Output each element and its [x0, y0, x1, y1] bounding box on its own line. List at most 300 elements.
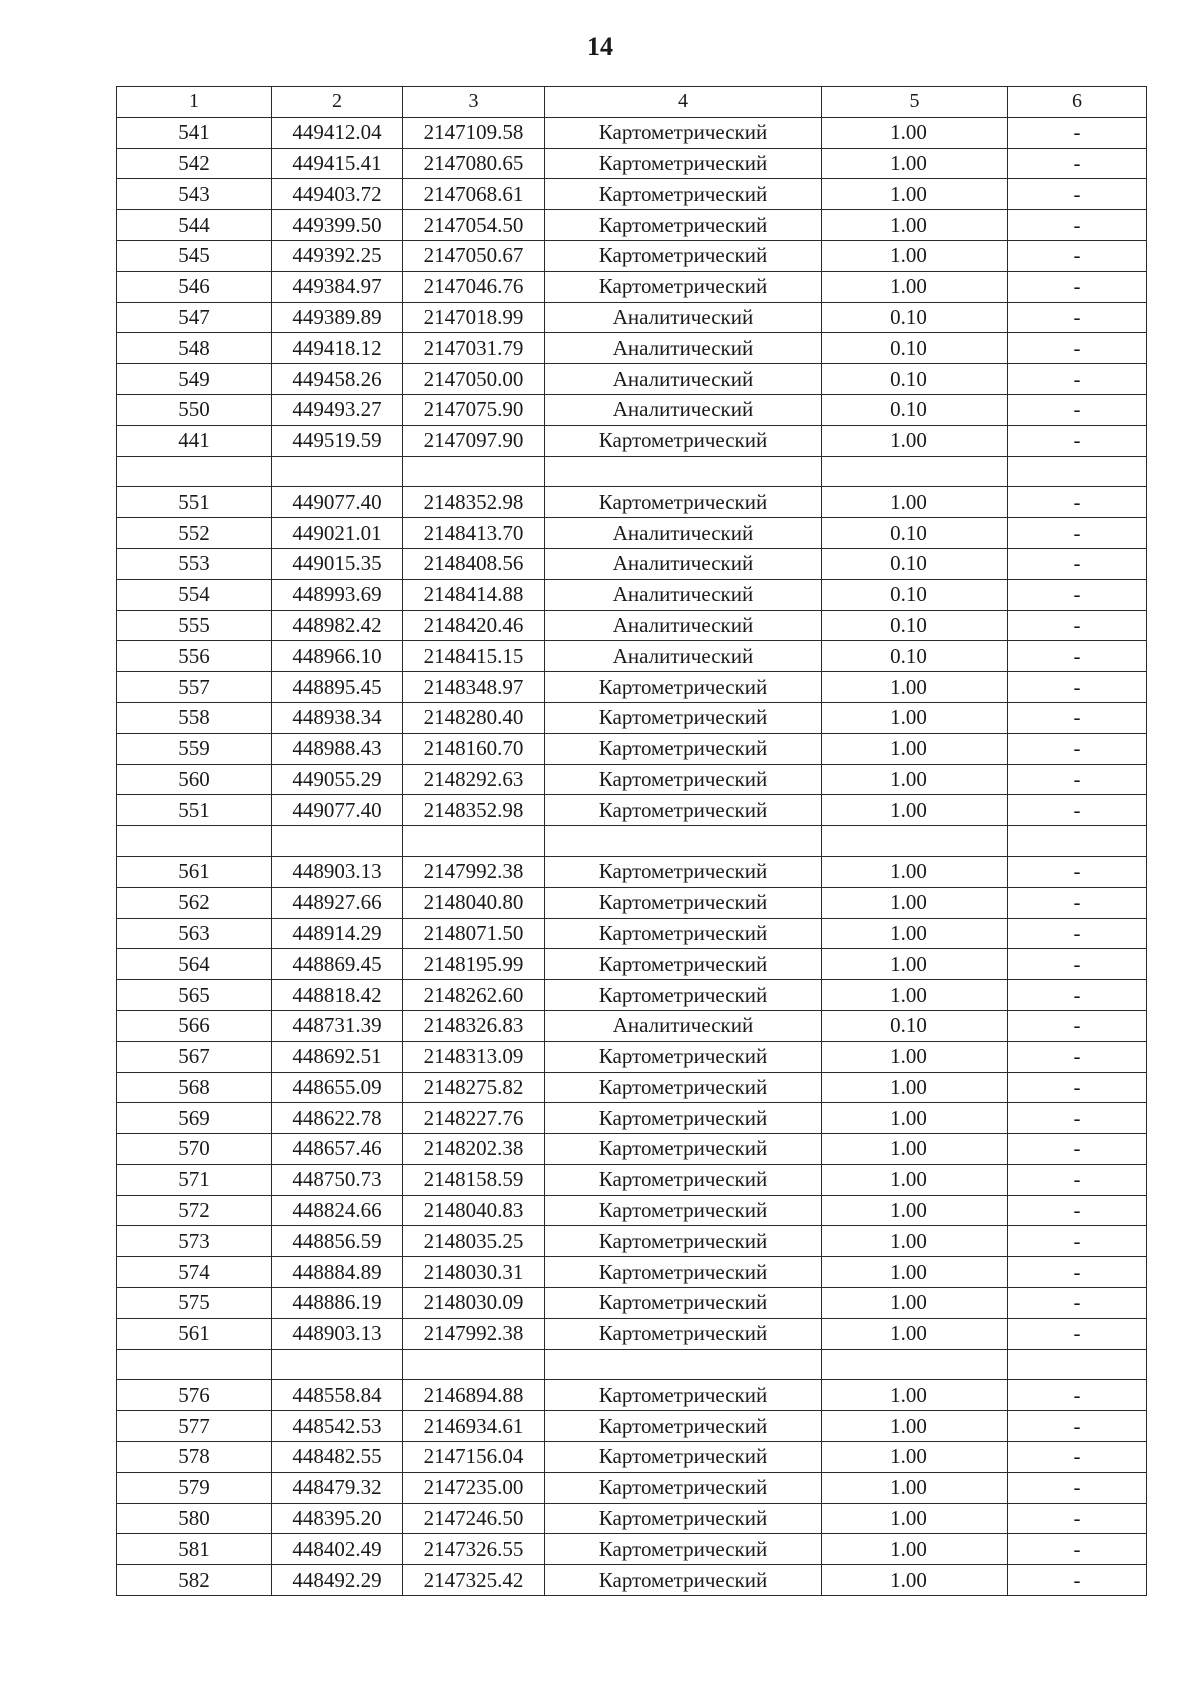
cell-accuracy: 1.00: [822, 1226, 1008, 1257]
cell-point-number: 567: [117, 1041, 272, 1072]
cell-point-number: 553: [117, 548, 272, 579]
cell-x-coordinate: 449021.01: [272, 518, 403, 549]
cell-method: Аналитический: [545, 302, 822, 333]
cell-note: -: [1008, 487, 1147, 518]
table-row: [117, 1134, 1147, 1165]
cell-note: -: [1008, 1226, 1147, 1257]
cell-point-number: 564: [117, 949, 272, 980]
table-body: [117, 87, 1147, 1596]
cell-point-number: 544: [117, 210, 272, 241]
cell-note: -: [1008, 425, 1147, 456]
cell-y-coordinate: 2148414.88: [403, 579, 545, 610]
cell-point-number: 558: [117, 702, 272, 733]
cell-point-number: 565: [117, 980, 272, 1011]
cell-method: Картометрический: [545, 179, 822, 210]
cell-y-coordinate: 2147246.50: [403, 1503, 545, 1534]
cell-method: Картометрический: [545, 1226, 822, 1257]
cell-point-number: 581: [117, 1534, 272, 1565]
cell-point-number: 547: [117, 302, 272, 333]
table-row: [117, 518, 1147, 549]
cell-x-coordinate: 448869.45: [272, 949, 403, 980]
cell-x-coordinate: 448886.19: [272, 1288, 403, 1319]
cell-method: Картометрический: [545, 1041, 822, 1072]
cell-x-coordinate: 448903.13: [272, 1318, 403, 1349]
cell-y-coordinate: [403, 1349, 545, 1380]
cell-note: -: [1008, 271, 1147, 302]
cell-note: [1008, 1349, 1147, 1380]
cell-accuracy: 1.00: [822, 672, 1008, 703]
cell-note: -: [1008, 1442, 1147, 1473]
table-row: [117, 610, 1147, 641]
cell-x-coordinate: 448622.78: [272, 1103, 403, 1134]
column-header-method: 4: [545, 87, 822, 118]
cell-x-coordinate: 449415.41: [272, 148, 403, 179]
cell-note: -: [1008, 1010, 1147, 1041]
cell-y-coordinate: 2148348.97: [403, 672, 545, 703]
cell-method: Картометрический: [545, 1472, 822, 1503]
cell-point-number: 579: [117, 1472, 272, 1503]
cell-method: Картометрический: [545, 1442, 822, 1473]
cell-point-number: 560: [117, 764, 272, 795]
cell-y-coordinate: 2147031.79: [403, 333, 545, 364]
cell-y-coordinate: 2148326.83: [403, 1010, 545, 1041]
cell-method: [545, 456, 822, 487]
coordinates-table: [116, 86, 1147, 1596]
table-row: [117, 1010, 1147, 1041]
cell-y-coordinate: 2148275.82: [403, 1072, 545, 1103]
cell-y-coordinate: 2147326.55: [403, 1534, 545, 1565]
cell-accuracy: 1.00: [822, 702, 1008, 733]
cell-accuracy: 1.00: [822, 487, 1008, 518]
table-row: [117, 1257, 1147, 1288]
cell-method: Картометрический: [545, 887, 822, 918]
cell-accuracy: 1.00: [822, 1195, 1008, 1226]
cell-x-coordinate: 449412.04: [272, 117, 403, 148]
cell-note: -: [1008, 1072, 1147, 1103]
cell-note: -: [1008, 117, 1147, 148]
cell-y-coordinate: 2148292.63: [403, 764, 545, 795]
cell-x-coordinate: 449458.26: [272, 364, 403, 395]
cell-x-coordinate: 449389.89: [272, 302, 403, 333]
cell-y-coordinate: 2148035.25: [403, 1226, 545, 1257]
cell-accuracy: 1.00: [822, 1134, 1008, 1165]
table-row: [117, 1503, 1147, 1534]
cell-point-number: [117, 456, 272, 487]
cell-note: -: [1008, 1565, 1147, 1596]
cell-x-coordinate: 448750.73: [272, 1164, 403, 1195]
cell-x-coordinate: 448558.84: [272, 1380, 403, 1411]
cell-accuracy: 1.00: [822, 240, 1008, 271]
table-row: [117, 240, 1147, 271]
cell-point-number: 551: [117, 487, 272, 518]
cell-method: Картометрический: [545, 672, 822, 703]
cell-method: Картометрический: [545, 949, 822, 980]
cell-accuracy: 0.10: [822, 518, 1008, 549]
cell-x-coordinate: 448542.53: [272, 1411, 403, 1442]
cell-x-coordinate: 448482.55: [272, 1442, 403, 1473]
cell-y-coordinate: 2148415.15: [403, 641, 545, 672]
table-row: [117, 302, 1147, 333]
table-row: [117, 1534, 1147, 1565]
cell-y-coordinate: 2148030.31: [403, 1257, 545, 1288]
cell-note: -: [1008, 1318, 1147, 1349]
cell-accuracy: 1.00: [822, 148, 1008, 179]
cell-accuracy: 0.10: [822, 394, 1008, 425]
cell-x-coordinate: 448395.20: [272, 1503, 403, 1534]
cell-note: -: [1008, 1257, 1147, 1288]
cell-note: -: [1008, 764, 1147, 795]
cell-accuracy: 1.00: [822, 1288, 1008, 1319]
table-row: [117, 148, 1147, 179]
cell-point-number: 563: [117, 918, 272, 949]
cell-note: -: [1008, 918, 1147, 949]
cell-accuracy: 1.00: [822, 1318, 1008, 1349]
cell-x-coordinate: 448402.49: [272, 1534, 403, 1565]
cell-method: Аналитический: [545, 394, 822, 425]
cell-y-coordinate: 2146934.61: [403, 1411, 545, 1442]
cell-y-coordinate: 2148202.38: [403, 1134, 545, 1165]
cell-point-number: 546: [117, 271, 272, 302]
cell-accuracy: 0.10: [822, 641, 1008, 672]
cell-method: Картометрический: [545, 240, 822, 271]
cell-point-number: 574: [117, 1257, 272, 1288]
cell-method: Аналитический: [545, 579, 822, 610]
cell-note: -: [1008, 1503, 1147, 1534]
cell-point-number: 570: [117, 1134, 272, 1165]
cell-accuracy: 0.10: [822, 610, 1008, 641]
cell-method: Аналитический: [545, 333, 822, 364]
cell-point-number: 562: [117, 887, 272, 918]
cell-y-coordinate: 2147054.50: [403, 210, 545, 241]
cell-accuracy: 1.00: [822, 949, 1008, 980]
cell-y-coordinate: 2148040.80: [403, 887, 545, 918]
cell-accuracy: 1.00: [822, 1411, 1008, 1442]
cell-note: -: [1008, 1380, 1147, 1411]
cell-method: Аналитический: [545, 518, 822, 549]
cell-point-number: 549: [117, 364, 272, 395]
cell-method: Картометрический: [545, 1503, 822, 1534]
table-row: [117, 487, 1147, 518]
column-header-x-coordinate: 2: [272, 87, 403, 118]
table-row: [117, 333, 1147, 364]
cell-accuracy: 1.00: [822, 918, 1008, 949]
cell-y-coordinate: 2147050.67: [403, 240, 545, 271]
table-row: [117, 1288, 1147, 1319]
cell-accuracy: 1.00: [822, 980, 1008, 1011]
cell-point-number: 576: [117, 1380, 272, 1411]
cell-method: Аналитический: [545, 641, 822, 672]
cell-note: -: [1008, 887, 1147, 918]
table-row: [117, 210, 1147, 241]
cell-y-coordinate: 2148352.98: [403, 487, 545, 518]
table-row: [117, 949, 1147, 980]
cell-x-coordinate: 448692.51: [272, 1041, 403, 1072]
cell-point-number: 573: [117, 1226, 272, 1257]
separator-row: [117, 826, 1147, 857]
cell-point-number: 550: [117, 394, 272, 425]
cell-y-coordinate: 2147109.58: [403, 117, 545, 148]
cell-method: Картометрический: [545, 764, 822, 795]
cell-y-coordinate: 2148195.99: [403, 949, 545, 980]
cell-x-coordinate: 448927.66: [272, 887, 403, 918]
cell-accuracy: 1.00: [822, 425, 1008, 456]
cell-point-number: 559: [117, 733, 272, 764]
cell-point-number: 577: [117, 1411, 272, 1442]
table-row: [117, 579, 1147, 610]
cell-x-coordinate: 449493.27: [272, 394, 403, 425]
cell-x-coordinate: [272, 1349, 403, 1380]
cell-x-coordinate: 448824.66: [272, 1195, 403, 1226]
table-row: [117, 641, 1147, 672]
cell-accuracy: 1.00: [822, 795, 1008, 826]
cell-y-coordinate: 2147068.61: [403, 179, 545, 210]
cell-x-coordinate: 448655.09: [272, 1072, 403, 1103]
page-number: 14: [587, 32, 613, 61]
cell-point-number: [117, 826, 272, 857]
cell-point-number: 548: [117, 333, 272, 364]
cell-y-coordinate: 2147050.00: [403, 364, 545, 395]
cell-point-number: 572: [117, 1195, 272, 1226]
cell-method: Аналитический: [545, 364, 822, 395]
cell-y-coordinate: 2148158.59: [403, 1164, 545, 1195]
cell-x-coordinate: 448914.29: [272, 918, 403, 949]
cell-point-number: 541: [117, 117, 272, 148]
cell-method: Картометрический: [545, 1380, 822, 1411]
cell-x-coordinate: [272, 456, 403, 487]
cell-y-coordinate: [403, 456, 545, 487]
table-row: [117, 856, 1147, 887]
cell-y-coordinate: 2147235.00: [403, 1472, 545, 1503]
cell-note: -: [1008, 1103, 1147, 1134]
table-row: [117, 1195, 1147, 1226]
cell-y-coordinate: 2148413.70: [403, 518, 545, 549]
cell-accuracy: 0.10: [822, 1010, 1008, 1041]
table-row: [117, 795, 1147, 826]
cell-point-number: 580: [117, 1503, 272, 1534]
cell-point-number: [117, 1349, 272, 1380]
cell-method: Картометрический: [545, 1103, 822, 1134]
cell-point-number: 571: [117, 1164, 272, 1195]
cell-note: -: [1008, 179, 1147, 210]
cell-y-coordinate: 2147046.76: [403, 271, 545, 302]
cell-point-number: 552: [117, 518, 272, 549]
cell-note: -: [1008, 240, 1147, 271]
table-row: [117, 1472, 1147, 1503]
table-row: [117, 1318, 1147, 1349]
cell-accuracy: 1.00: [822, 1103, 1008, 1134]
cell-method: Картометрический: [545, 1318, 822, 1349]
cell-y-coordinate: 2147018.99: [403, 302, 545, 333]
cell-point-number: 561: [117, 856, 272, 887]
cell-method: Картометрический: [545, 795, 822, 826]
cell-note: -: [1008, 610, 1147, 641]
cell-point-number: 578: [117, 1442, 272, 1473]
cell-point-number: 557: [117, 672, 272, 703]
cell-method: Аналитический: [545, 1010, 822, 1041]
cell-accuracy: [822, 1349, 1008, 1380]
cell-method: Картометрический: [545, 1257, 822, 1288]
cell-method: Картометрический: [545, 1411, 822, 1442]
cell-accuracy: 1.00: [822, 1072, 1008, 1103]
cell-accuracy: 0.10: [822, 548, 1008, 579]
cell-x-coordinate: 449077.40: [272, 795, 403, 826]
cell-note: -: [1008, 302, 1147, 333]
cell-point-number: 561: [117, 1318, 272, 1349]
cell-note: -: [1008, 210, 1147, 241]
table-row: [117, 1103, 1147, 1134]
cell-accuracy: 1.00: [822, 1534, 1008, 1565]
cell-x-coordinate: 449519.59: [272, 425, 403, 456]
cell-y-coordinate: 2148352.98: [403, 795, 545, 826]
cell-x-coordinate: 449384.97: [272, 271, 403, 302]
cell-accuracy: 1.00: [822, 1380, 1008, 1411]
cell-note: -: [1008, 733, 1147, 764]
cell-point-number: 551: [117, 795, 272, 826]
table-row: [117, 764, 1147, 795]
cell-note: -: [1008, 364, 1147, 395]
cell-method: Аналитический: [545, 548, 822, 579]
cell-x-coordinate: 448982.42: [272, 610, 403, 641]
column-header-point-number: 1: [117, 87, 272, 118]
cell-point-number: 556: [117, 641, 272, 672]
cell-x-coordinate: 449403.72: [272, 179, 403, 210]
cell-accuracy: 1.00: [822, 1164, 1008, 1195]
cell-x-coordinate: [272, 826, 403, 857]
cell-note: -: [1008, 949, 1147, 980]
cell-note: -: [1008, 1134, 1147, 1165]
table-row: [117, 733, 1147, 764]
cell-x-coordinate: 448731.39: [272, 1010, 403, 1041]
table-row: [117, 1041, 1147, 1072]
cell-method: Картометрический: [545, 148, 822, 179]
cell-x-coordinate: 449392.25: [272, 240, 403, 271]
table-row: [117, 672, 1147, 703]
cell-point-number: 566: [117, 1010, 272, 1041]
cell-y-coordinate: 2147075.90: [403, 394, 545, 425]
cell-method: Картометрический: [545, 1164, 822, 1195]
cell-x-coordinate: 448884.89: [272, 1257, 403, 1288]
cell-method: Картометрический: [545, 733, 822, 764]
cell-y-coordinate: 2147097.90: [403, 425, 545, 456]
cell-method: Картометрический: [545, 980, 822, 1011]
cell-point-number: 545: [117, 240, 272, 271]
cell-accuracy: 0.10: [822, 333, 1008, 364]
cell-point-number: 441: [117, 425, 272, 456]
cell-method: Картометрический: [545, 210, 822, 241]
cell-x-coordinate: 448818.42: [272, 980, 403, 1011]
cell-method: Картометрический: [545, 856, 822, 887]
cell-accuracy: 1.00: [822, 733, 1008, 764]
cell-point-number: 554: [117, 579, 272, 610]
cell-point-number: 568: [117, 1072, 272, 1103]
cell-method: [545, 1349, 822, 1380]
table-row: [117, 179, 1147, 210]
cell-x-coordinate: 449418.12: [272, 333, 403, 364]
cell-y-coordinate: 2146894.88: [403, 1380, 545, 1411]
cell-accuracy: 1.00: [822, 179, 1008, 210]
cell-x-coordinate: 448895.45: [272, 672, 403, 703]
cell-note: -: [1008, 518, 1147, 549]
cell-point-number: 543: [117, 179, 272, 210]
cell-note: -: [1008, 1288, 1147, 1319]
cell-method: Картометрический: [545, 1195, 822, 1226]
cell-y-coordinate: 2148071.50: [403, 918, 545, 949]
cell-note: -: [1008, 394, 1147, 425]
cell-method: Картометрический: [545, 1288, 822, 1319]
table-row: [117, 1411, 1147, 1442]
cell-note: -: [1008, 1164, 1147, 1195]
cell-y-coordinate: 2148030.09: [403, 1288, 545, 1319]
cell-x-coordinate: 448993.69: [272, 579, 403, 610]
cell-accuracy: 1.00: [822, 271, 1008, 302]
column-header-accuracy: 5: [822, 87, 1008, 118]
cell-accuracy: 1.00: [822, 117, 1008, 148]
cell-note: -: [1008, 641, 1147, 672]
cell-note: -: [1008, 672, 1147, 703]
cell-note: [1008, 456, 1147, 487]
table-row: [117, 117, 1147, 148]
column-header-y-coordinate: 3: [403, 87, 545, 118]
cell-accuracy: 1.00: [822, 210, 1008, 241]
table-row: [117, 364, 1147, 395]
cell-y-coordinate: 2147992.38: [403, 856, 545, 887]
cell-accuracy: [822, 826, 1008, 857]
cell-y-coordinate: 2148262.60: [403, 980, 545, 1011]
cell-y-coordinate: [403, 826, 545, 857]
cell-y-coordinate: 2148040.83: [403, 1195, 545, 1226]
cell-y-coordinate: 2148160.70: [403, 733, 545, 764]
cell-x-coordinate: 448966.10: [272, 641, 403, 672]
cell-method: Картометрический: [545, 271, 822, 302]
cell-point-number: 582: [117, 1565, 272, 1596]
cell-point-number: 555: [117, 610, 272, 641]
cell-method: Картометрический: [545, 1534, 822, 1565]
table-row: [117, 702, 1147, 733]
table-header-row: [117, 87, 1147, 118]
column-header-note: 6: [1008, 87, 1147, 118]
cell-note: -: [1008, 702, 1147, 733]
cell-note: -: [1008, 795, 1147, 826]
cell-accuracy: 1.00: [822, 1472, 1008, 1503]
cell-note: -: [1008, 1411, 1147, 1442]
cell-x-coordinate: 448988.43: [272, 733, 403, 764]
cell-method: [545, 826, 822, 857]
cell-accuracy: 1.00: [822, 764, 1008, 795]
cell-method: Картометрический: [545, 425, 822, 456]
table-row: [117, 548, 1147, 579]
table-row: [117, 1442, 1147, 1473]
cell-note: -: [1008, 333, 1147, 364]
table-row: [117, 980, 1147, 1011]
cell-note: -: [1008, 579, 1147, 610]
cell-accuracy: 1.00: [822, 856, 1008, 887]
cell-y-coordinate: 2148227.76: [403, 1103, 545, 1134]
cell-note: -: [1008, 1195, 1147, 1226]
table-row: [117, 1380, 1147, 1411]
table-row: [117, 394, 1147, 425]
cell-note: -: [1008, 148, 1147, 179]
cell-x-coordinate: 449077.40: [272, 487, 403, 518]
table-row: [117, 271, 1147, 302]
table-row: [117, 425, 1147, 456]
cell-method: Картометрический: [545, 702, 822, 733]
cell-y-coordinate: 2148280.40: [403, 702, 545, 733]
cell-x-coordinate: 448657.46: [272, 1134, 403, 1165]
cell-x-coordinate: 448479.32: [272, 1472, 403, 1503]
cell-note: -: [1008, 980, 1147, 1011]
cell-method: Картометрический: [545, 117, 822, 148]
cell-y-coordinate: 2148408.56: [403, 548, 545, 579]
